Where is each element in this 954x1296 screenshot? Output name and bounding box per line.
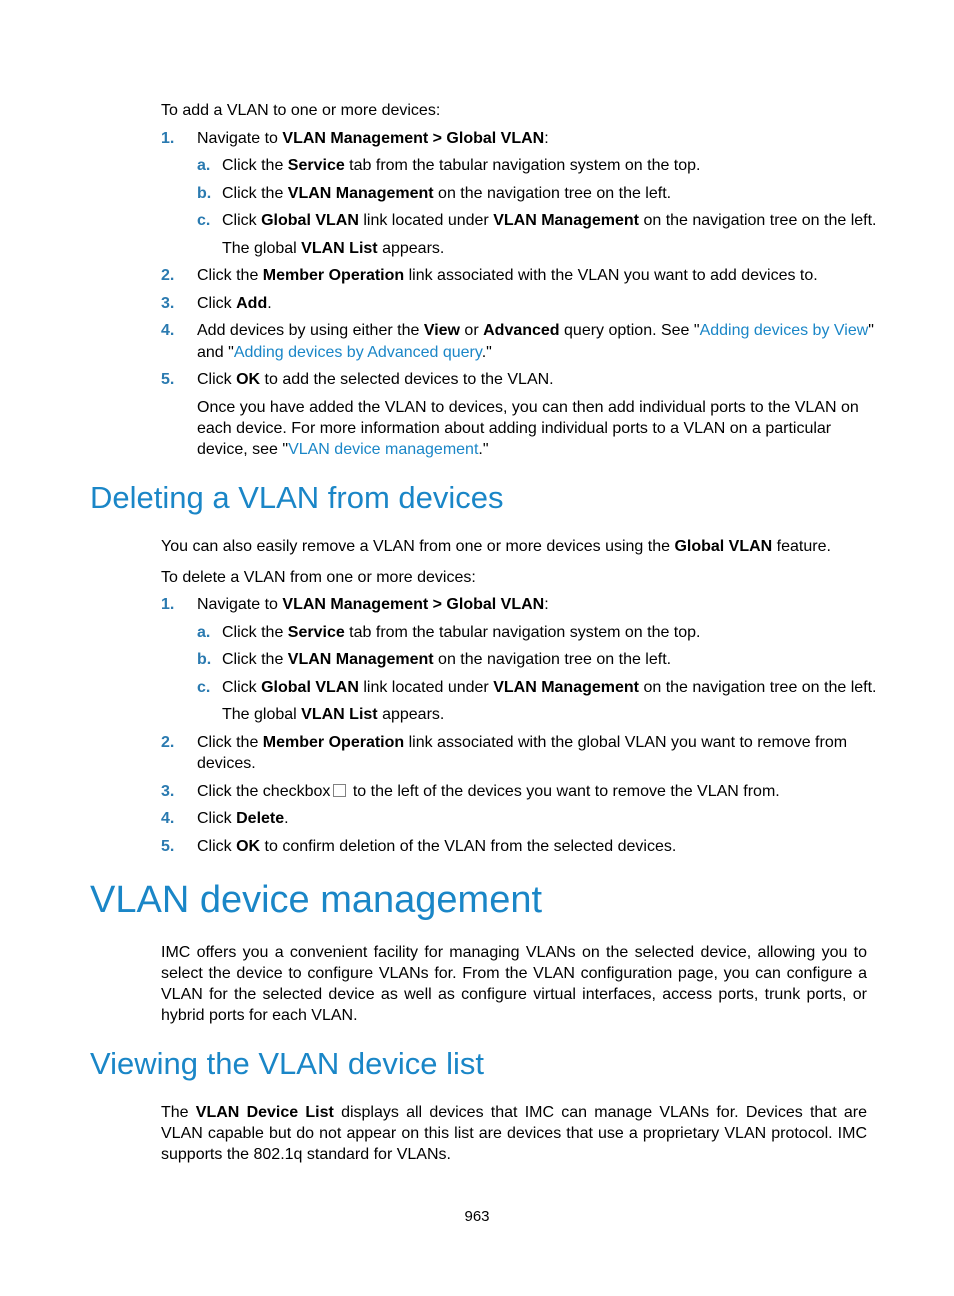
substep-text: Click the VLAN Management on the navigation tree on the left. (222, 185, 672, 202)
link-vlan-device-management[interactable]: VLAN device management (288, 441, 479, 458)
step-number: 1. (161, 596, 175, 613)
substep-letter: a. (197, 624, 211, 641)
page-number: 963 (464, 1208, 490, 1225)
substep-text: Click the Service tab from the tabular navigation system on the top. (222, 624, 701, 641)
step-text: Navigate to VLAN Management > Global VLAN: (197, 130, 549, 147)
paragraph: IMC offers you a convenient facility for managing VLANs on the selected device, allowing you to select the device to configure VLANs for. From the VLAN configuration page, you can configure a VLAN for the selected device as well as configure virtual interfaces, access ports, trunk ports, or hybrid ports for each VLAN. (161, 944, 867, 1024)
step-text: Navigate to VLAN Management > Global VLAN: (197, 596, 549, 613)
heading-viewing-vlan-device-list: Viewing the VLAN device list (90, 1046, 485, 1081)
paragraph: You can also easily remove a VLAN from one or more devices using the Global VLAN feature. (161, 538, 831, 555)
intro-add: To add a VLAN to one or more devices: (161, 102, 441, 119)
step-text: Add devices by using either the View or Advanced query option. See "Adding devices by View" (197, 322, 874, 339)
substep-text: Click Global VLAN link located under VLAN Management on the navigation tree on the left. (222, 212, 877, 229)
heading-deleting-vlan: Deleting a VLAN from devices (90, 480, 504, 515)
checkbox-icon (333, 784, 346, 797)
step-text: Click the Member Operation link associated with the global VLAN you want to remove from devices. (197, 734, 848, 772)
substep-letter: b. (197, 651, 212, 668)
step-number: 3. (161, 783, 175, 800)
step-number: 4. (161, 810, 175, 827)
step-number: 5. (161, 371, 175, 388)
link-adding-devices-by-view[interactable]: Adding devices by View (699, 322, 869, 339)
substep-note: The global VLAN List appears. (222, 240, 445, 257)
intro-delete: To delete a VLAN from one or more devices: (161, 569, 476, 586)
substep-letter: c. (197, 212, 211, 229)
step-text: Click Delete. (197, 810, 289, 827)
paragraph: The VLAN Device List displays all devices that IMC can manage VLANs for. Devices that are VLAN capable but do not appear on this list are devices that use a proprietary VLAN protocol. IMC supports the 802.1q standard for VLANs. (161, 1104, 867, 1163)
step-text: Click the checkbox to the left of the devices you want to remove the VLAN from. (197, 783, 780, 800)
step-number: 2. (161, 734, 175, 751)
substep-letter: b. (197, 185, 212, 202)
step-number: 3. (161, 295, 175, 312)
step-number: 2. (161, 267, 175, 284)
substep-note: The global VLAN List appears. (222, 706, 445, 723)
substep-letter: a. (197, 157, 211, 174)
step-number: 1. (161, 130, 175, 147)
step-text-cont: and "Adding devices by Advanced query." (197, 344, 492, 361)
heading-vlan-device-management: VLAN device management (90, 879, 543, 921)
step-number: 4. (161, 322, 175, 339)
substep-text: Click the Service tab from the tabular navigation system on the top. (222, 157, 701, 174)
link-adding-devices-by-advanced-query[interactable]: Adding devices by Advanced query (233, 344, 482, 361)
substep-text: Click Global VLAN link located under VLAN Management on the navigation tree on the left. (222, 679, 877, 696)
step-text: Click OK to confirm deletion of the VLAN from the selected devices. (197, 838, 677, 855)
step-number: 5. (161, 838, 175, 855)
substep-text: Click the VLAN Management on the navigation tree on the left. (222, 651, 672, 668)
step-text: Click Add. (197, 295, 272, 312)
step-text: Click OK to add the selected devices to the VLAN. (197, 371, 554, 388)
step-note: Once you have added the VLAN to devices, you can then add individual ports to the VLAN on each device. For more information about adding individual ports to a VLAN on a particular device, see "VLAN device management." (197, 399, 859, 458)
step-text: Click the Member Operation link associated with the VLAN you want to add devices to. (197, 267, 818, 284)
substep-letter: c. (197, 679, 211, 696)
